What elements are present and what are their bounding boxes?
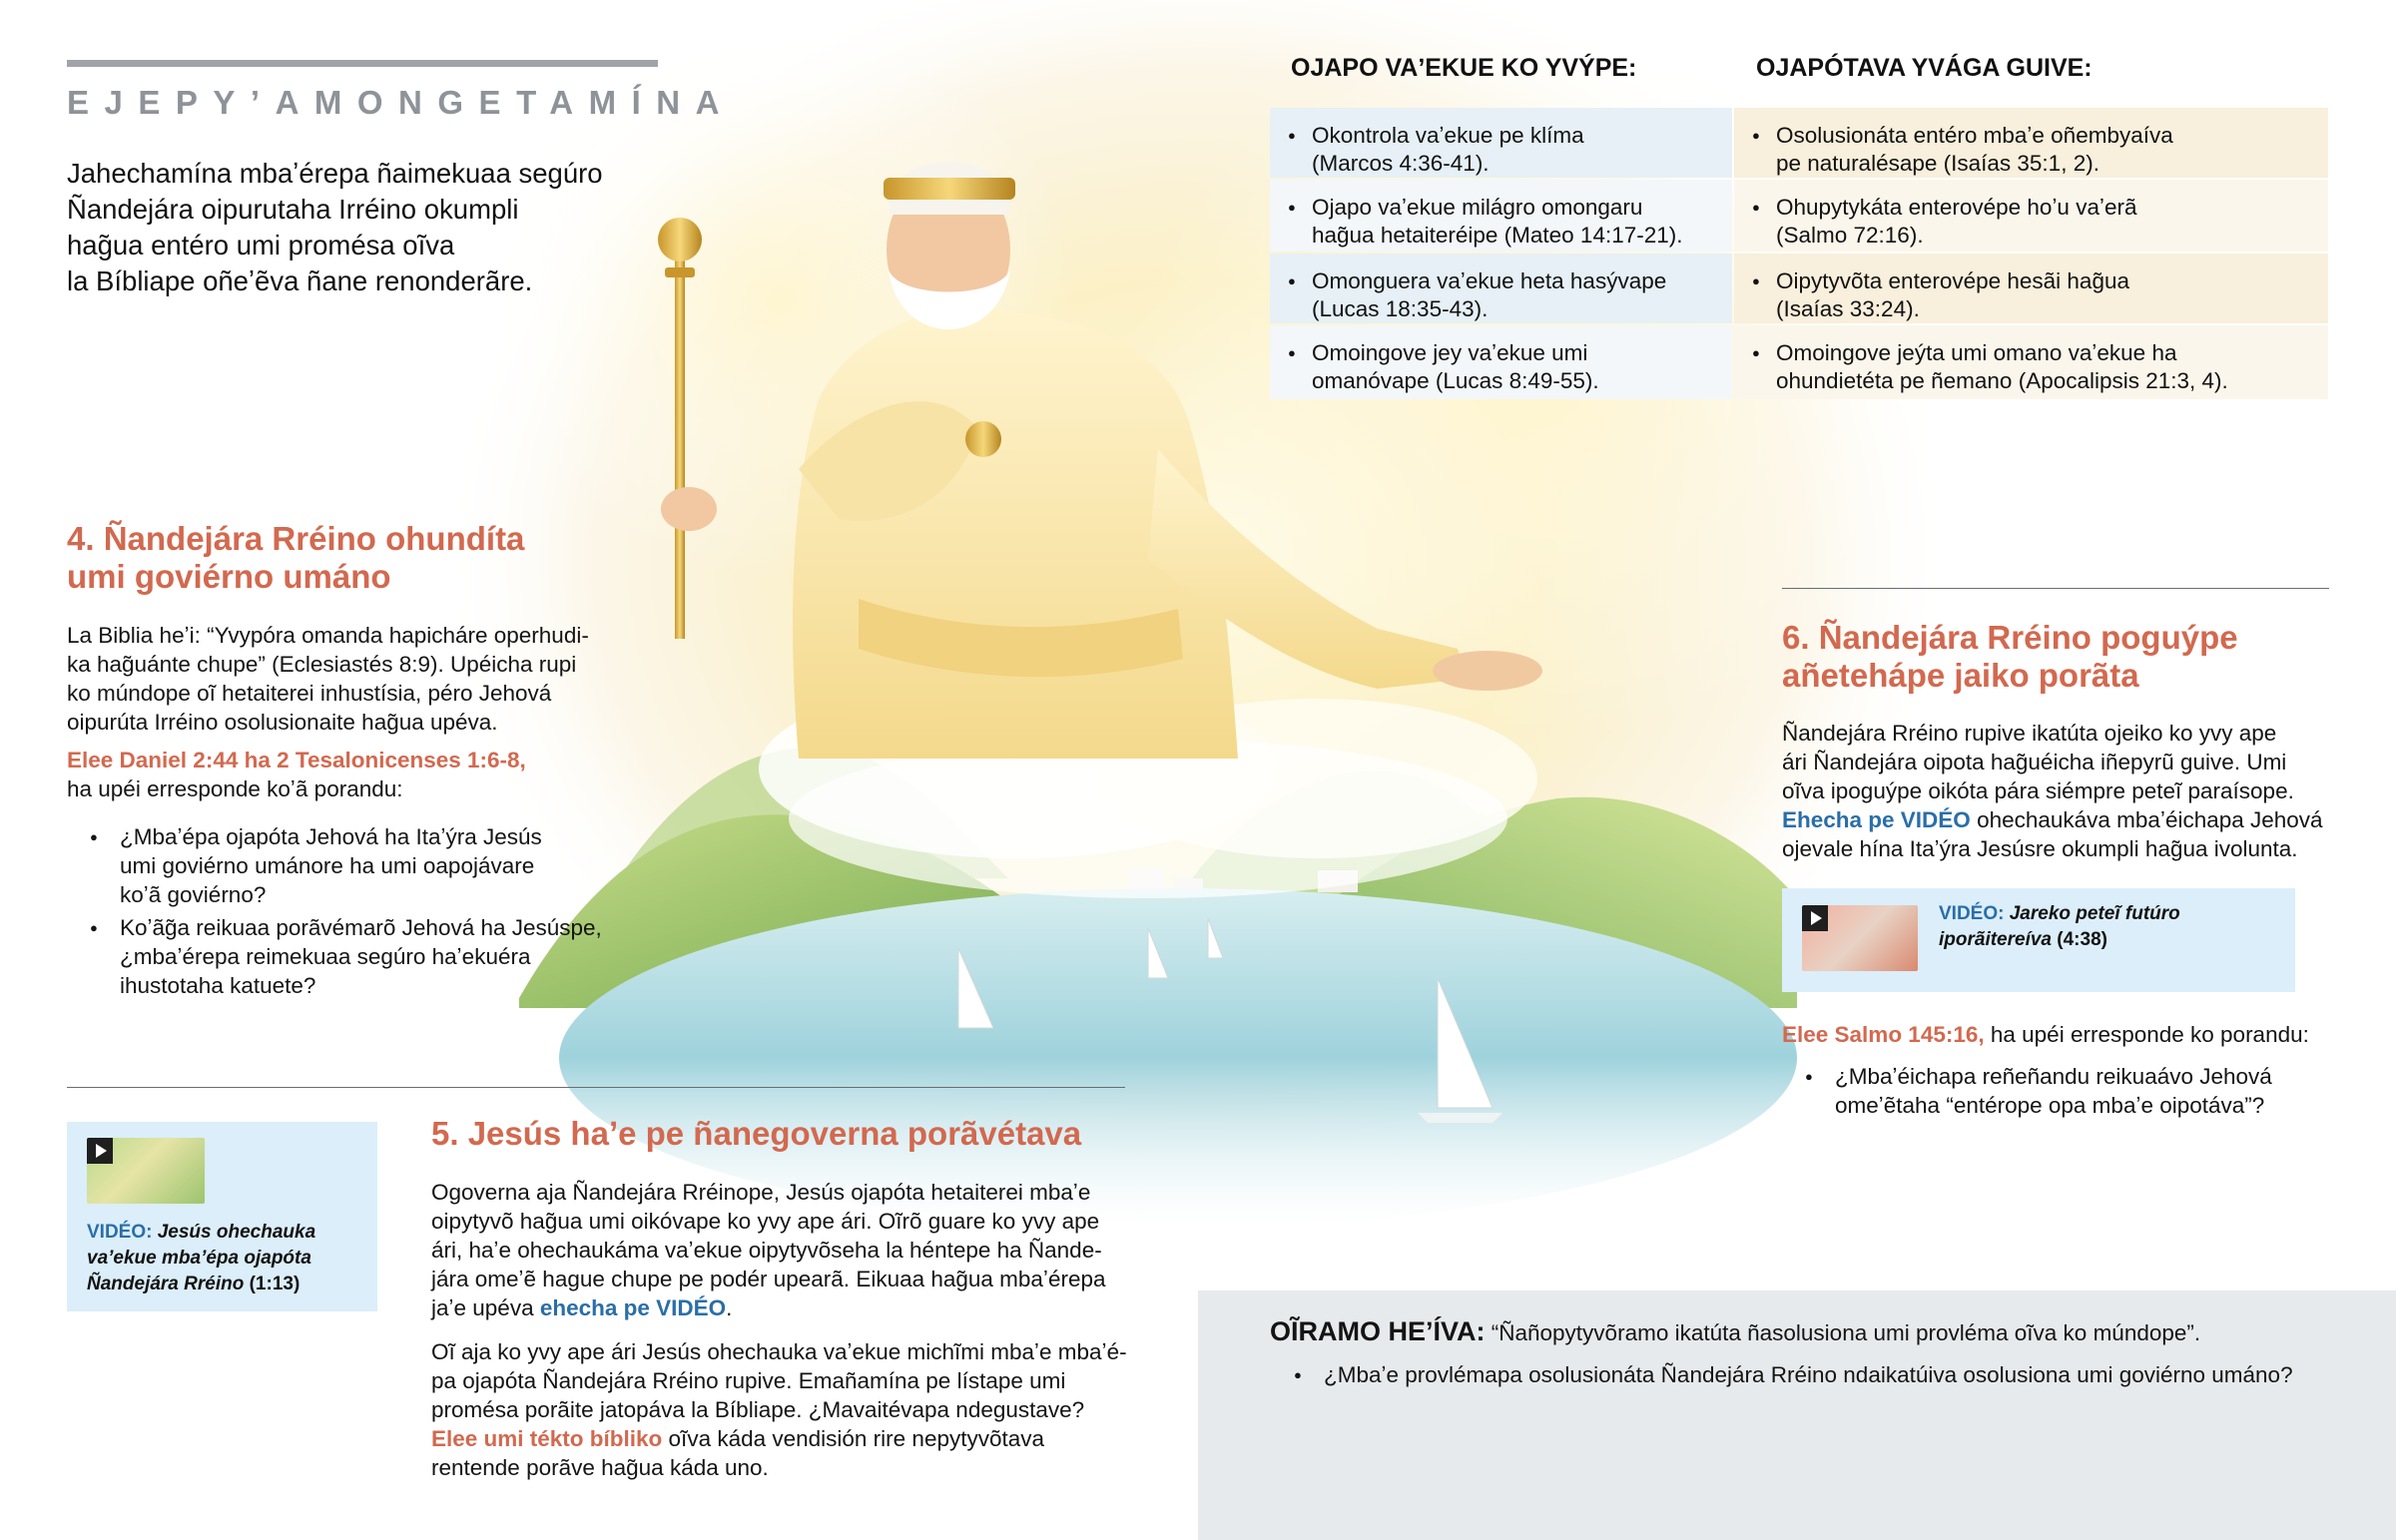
table-col1-header: OJAPO VAʼEKUE KO YVÝPE: <box>1291 54 1637 82</box>
objection-line <box>1270 1316 2368 1348</box>
video-card-left[interactable] <box>67 1122 377 1311</box>
section-6-title: 6. Ñandejára Rréino poguýpe añetehápe jaiko porãta <box>1782 619 2238 694</box>
intro-line: Jahechamína mbaʼérepa ñaimekuaa segúro <box>67 158 603 189</box>
video-thumbnail[interactable] <box>87 1138 205 1204</box>
question-bullet: ● Koʼãg̃a reikuaa porãvémarõ Jehová ha Jesúspe, ¿mbaʼérepa reimekuaa segúro haʼekuéra ihustotaha katuete? <box>90 913 649 1000</box>
table-cell: ● Omoingove jey vaʼekue umi omanóvape (Lucas 8:49-55). <box>1270 325 1732 399</box>
play-icon[interactable] <box>1802 905 1828 931</box>
intro-line: Ñandejára oipurutaha Irréino okumpli <box>67 194 519 225</box>
section-divider <box>67 1087 1125 1088</box>
intro-line: la Bíbliape oñeʼẽva ñane renonderãre. <box>67 265 533 296</box>
objection-quote: “Ñañopytyvõramo ikatúta ñasolusiona umi provléma oĩva ko múndope”. <box>1491 1320 2201 1345</box>
intro-text <box>67 156 686 299</box>
video-link[interactable]: ehecha pe VIDÉO <box>539 1295 727 1320</box>
table-cell: ● Omonguera vaʼekue heta hasývape (Lucas 18:35-43). <box>1270 254 1732 323</box>
top-divider-bar <box>67 60 658 67</box>
table-cell: ● Omoingove jeýta umi omano vaʼekue ha ohundietéta pe ñemano (Apocalipsis 21:3, 4). <box>1734 325 2328 399</box>
section-5-paragraph-1: Ogoverna aja Ñandejára Rréinope, Jesús ojapóta hetaiterei mbaʼe oipytyvõ hag̃ua umi oikóvape ko yvy ape ári. Oĩrõ guare ko yvy ape ári, haʼe ohechaukáma vaʼekue oipytyvõseha la héntepe ha Ñande- jára omeʼẽ hague chupe pe podér upearã. Eikuaa hag̃ua mbaʼérepa jaʼe upéva ehecha pe VIDÉO. <box>431 1180 1106 1320</box>
table-cell: ● Ojapo vaʼekue milágro omongaru hag̃ua hetaiteréipe (Mateo 14:17-21). <box>1270 180 1732 252</box>
intro-line: hag̃ua entéro umi promésa oĩva <box>67 230 455 260</box>
video-caption: VIDÉO: Jesús ohechauka vaʼekue mbaʼépa ojapóta Ñandejára Rréino (1:13) <box>87 1222 316 1294</box>
video-thumbnail[interactable] <box>1802 905 1918 971</box>
section-divider <box>1782 588 2329 589</box>
play-icon[interactable] <box>87 1138 113 1164</box>
table-cell: ● Oipytyvõta enterovépe hesãi hag̃ua (Isaías 33:24). <box>1734 254 2328 323</box>
some-may-say-panel <box>1198 1290 2396 1540</box>
question-bullet: ● ¿Mbaʼe provlémapa osolusionáta Ñandejára Rréino ndaikatúiva osolusiona umi goviérno umáno? <box>1294 1360 2382 1389</box>
question-bullet: ● ¿Mbaʼéichapa reñeñandu reikuaávo Jehová omeʼẽtaha “entérope opa mbaʼe oipotáva”? <box>1805 1062 2344 1120</box>
table-cell: ● Okontrola vaʼekue pe klíma (Marcos 4:36-41). <box>1270 108 1732 178</box>
table-cell: ● Ohupytykáta enterovépe hoʼu vaʼerã (Salmo 72:16). <box>1734 180 2328 252</box>
table-col2-header: OJAPÓTAVA YVÁGA GUIVE: <box>1756 54 2093 82</box>
objection-label: OĨRAMO HEʼÍVA: <box>1270 1316 1486 1346</box>
question-bullet: ● ¿Mbaʼépa ojapóta Jehová ha Itaʼýra Jesús umi goviérno umánore ha umi oapojávare koʼã goviérno? <box>90 822 629 909</box>
section-5-title: 5. Jesús haʼe pe ñanegoverna porãvétava <box>431 1115 1082 1152</box>
section-5-paragraph-2: Oĩ aja ko yvy ape ári Jesús ohechauka vaʼekue michĩmi mbaʼe mbaʼé- pa ojapóta Ñandejára Rréino rupive. Emañamína pe lístape umi promésa porãite jatopáva la Bíbliape. ¿Mavaitévapa ndegustave? Elee umi tékto bíbliko oĩva káda vendisión rire nepytyvõtava rentende porãve hag̃ua káda uno. <box>431 1339 1127 1480</box>
scripture-reference[interactable]: Elee umi tékto bíbliko <box>431 1426 663 1451</box>
section-6-paragraph: Ñandejára Rréino rupive ikatúta ojeiko ko yvy ape ári Ñandejára oipota hag̃uéicha iñepyrũ guive. Umi oĩva ipoguýpe oikóta pára siémpre peteĩ paraísope. Ehecha pe VIDÉO ohechaukáva mbaʼéichapa Jehová ojevale hína Itaʼýra Jesúsre okumpli hag̃ua ivolunta. <box>1782 721 2323 861</box>
scripture-reference[interactable]: Elee Salmo 145:16, <box>1782 1022 1985 1047</box>
scripture-reference[interactable]: Elee Daniel 2:44 ha 2 Tesalonicenses 1:6-8, <box>67 748 526 772</box>
section-4-title: 4. Ñandejára Rréino ohundíta umi goviérno umáno <box>67 520 525 595</box>
section-4-paragraph: La Biblia heʼi: “Yvypóra omanda hapicháre operhudi- ka hag̃uánte chupe” (Eclesiastés 8:9). Upéicha rupi ko múndope oĩ hetaiterei inhustísia, péro Jehová oipurúta Irréino osolusionaite hag̃ua upéva. Elee Daniel 2:44 ha 2 Tesalonicenses 1:6-8, ha upéi erresponde koʼã porandu: <box>67 621 626 803</box>
video-link[interactable]: Ehecha pe VIDÉO <box>1782 807 1971 832</box>
video-caption: VIDÉO: Jareko peteĩ futúro iporãitereíva (4:38) <box>1939 903 2180 950</box>
section-kicker: EJEPY’AMONGETAMÍNA <box>67 84 735 121</box>
video-card-right[interactable] <box>1782 888 2295 992</box>
section-6-reference-line: Elee Salmo 145:16, ha upéi erresponde ko porandu: <box>1782 1022 2309 1047</box>
table-cell: ● Osolusionáta entéro mbaʼe oñembyaíva pe naturalésape (Isaías 35:1, 2). <box>1734 108 2328 178</box>
